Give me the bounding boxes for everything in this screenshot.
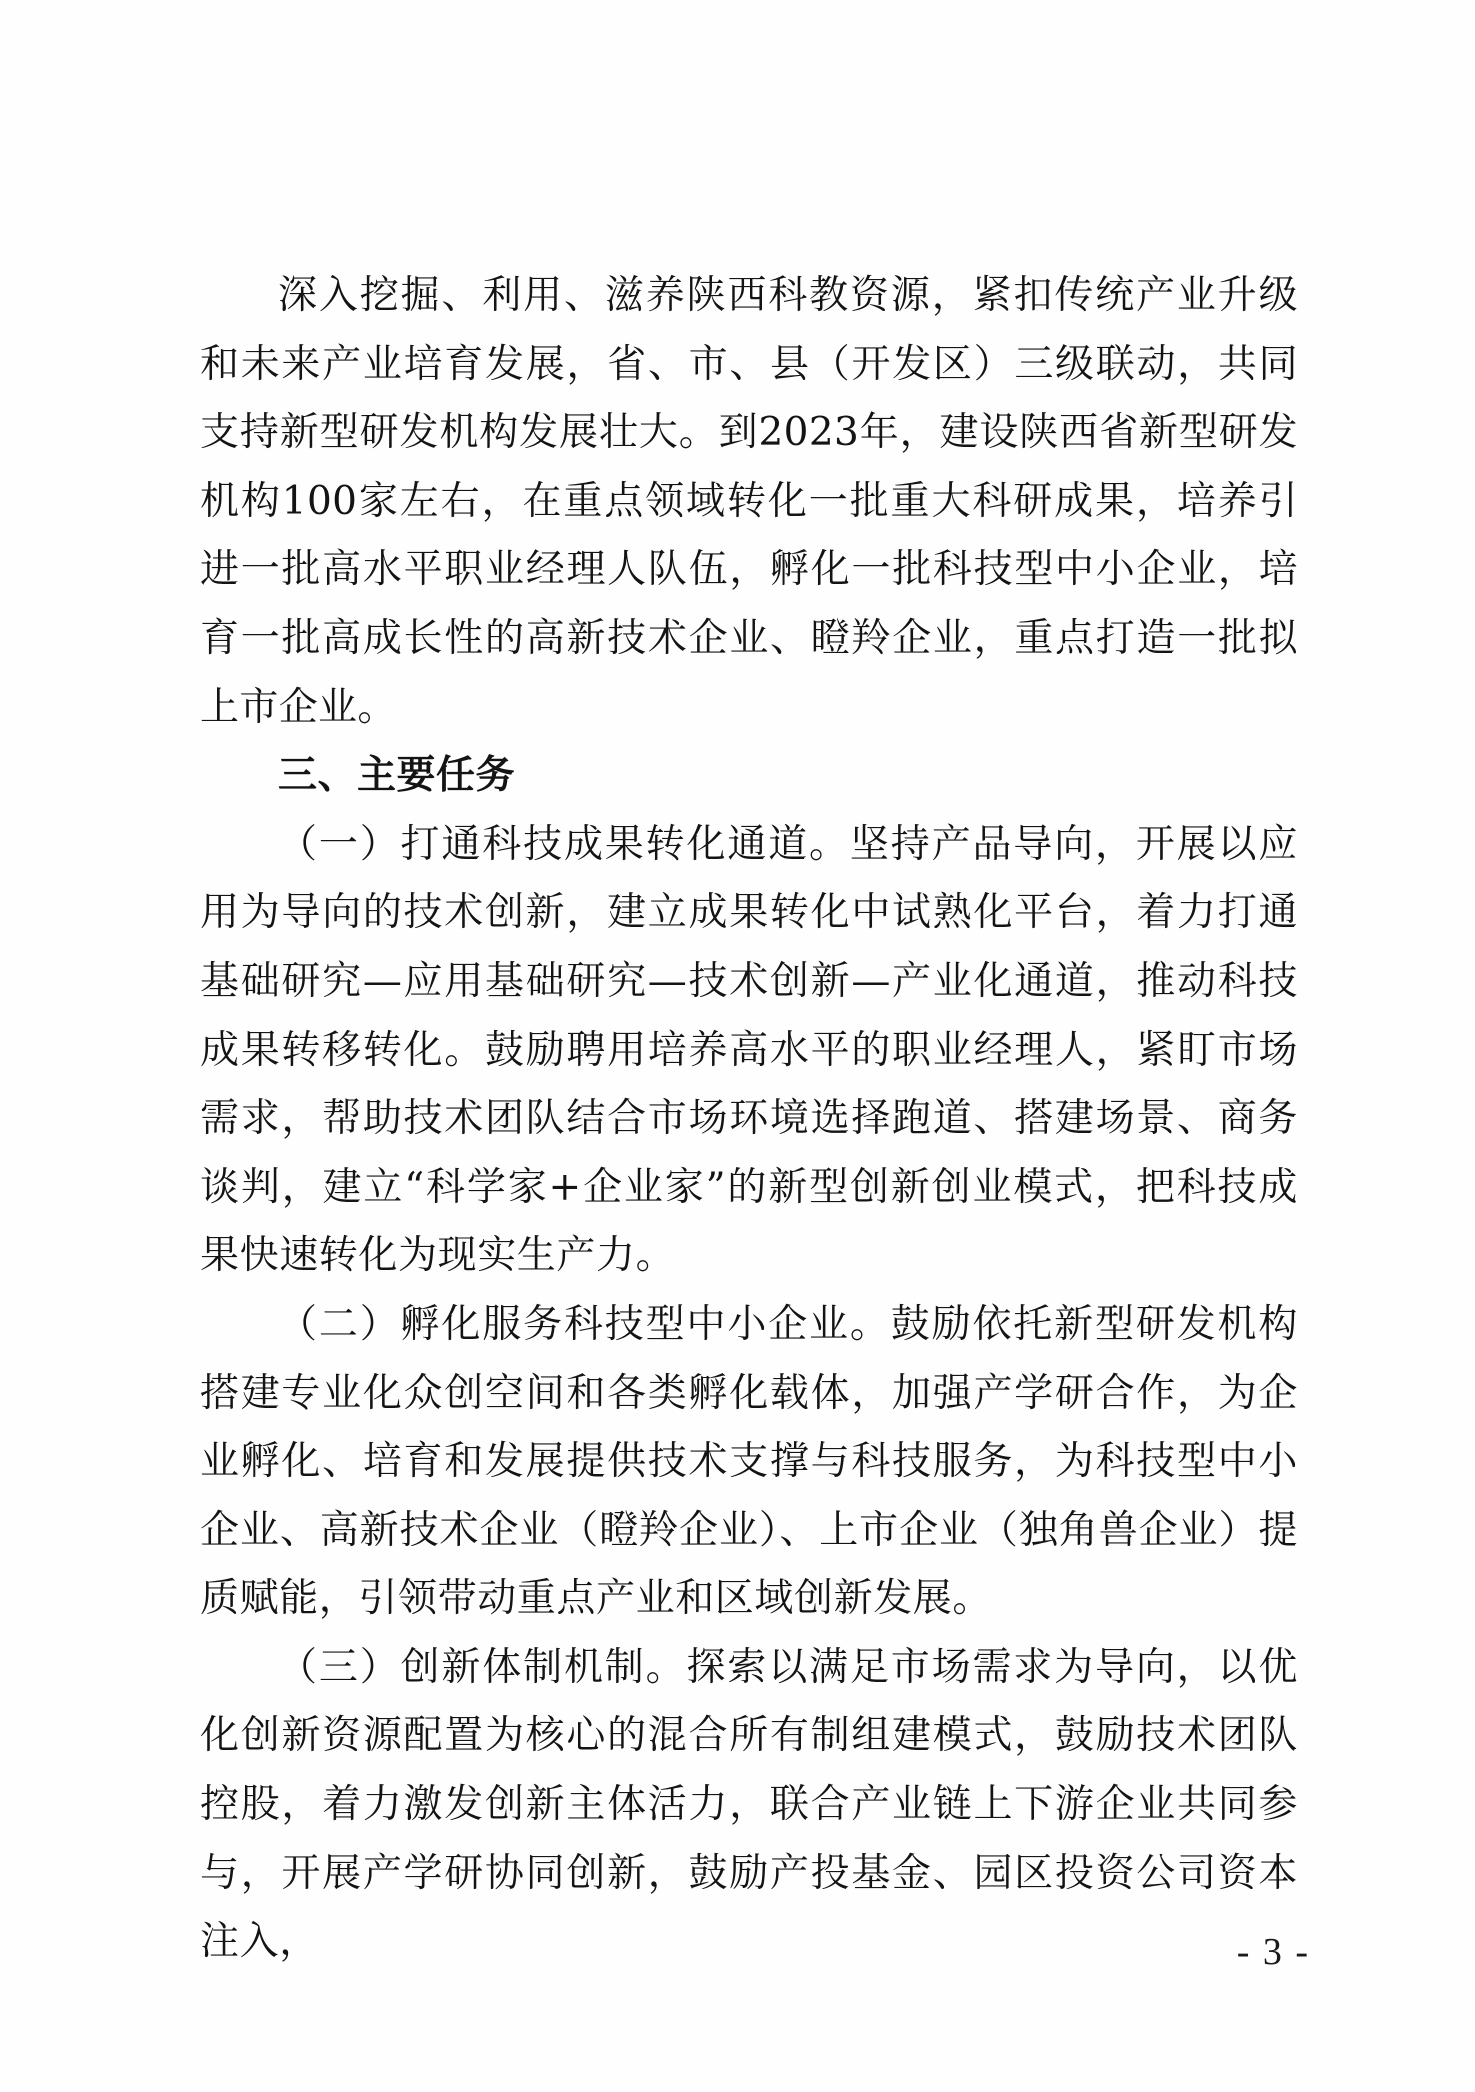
goal-paragraph: 深入挖掘、利用、滋养陕西科教资源，紧扣传统产业升级和未来产业培育发展，省、市、县（开发区）三级联动，共同支持新型研发机构发展壮大。到2023年，建设陕西省新型研发机构100家左右，在重点领域转化一批重大科研成果，培养引进一批高水平职业经理人队伍，孵化一批科技型中小企业，培育一批高成长性的高新技术企业、瞪羚企业，重点打造一批拟上市企业。 (200, 273, 1298, 730)
document-body (200, 262, 1298, 1977)
section-heading: 三、主要任务 (278, 753, 516, 799)
task-paragraph-2: （二）孵化服务科技型中小企业。鼓励依托新型研发机构搭建专业化众创空间和各类孵化载体，加强产学研合作，为企业孵化、培育和发展提供技术支撑与科技服务，为科技型中小企业、高新技术企业（瞪羚企业）、上市企业（独角兽企业）提质赋能，引领带动重点产业和区域创新发展。 (200, 1301, 1298, 1622)
page-number: - 3 - (1236, 1931, 1310, 1973)
task-paragraph-1: （一）打通科技成果转化通道。坚持产品导向，开展以应用为导向的技术创新，建立成果转化中试熟化平台，着力打通基础研究—应用基础研究—技术创新—产业化通道，推动科技成果转移转化。鼓励聘用培养高水平的职业经理人，紧盯市场需求，帮助技术团队结合市场环境选择跑道、搭建场景、商务谈判，建立“科学家+企业家”的新型创新创业模式，把科技成果快速转化为现实生产力。 (200, 821, 1298, 1279)
task-paragraph-3: （三）创新体制机制。探索以满足市场需求为导向，以优化创新资源配置为核心的混合所有制组建模式，鼓励技术团队控股，着力激发创新主体活力，联合产业链上下游企业共同参与，开展产学研协同创新，鼓励产投基金、园区投资公司资本注入， (200, 1644, 1298, 1965)
